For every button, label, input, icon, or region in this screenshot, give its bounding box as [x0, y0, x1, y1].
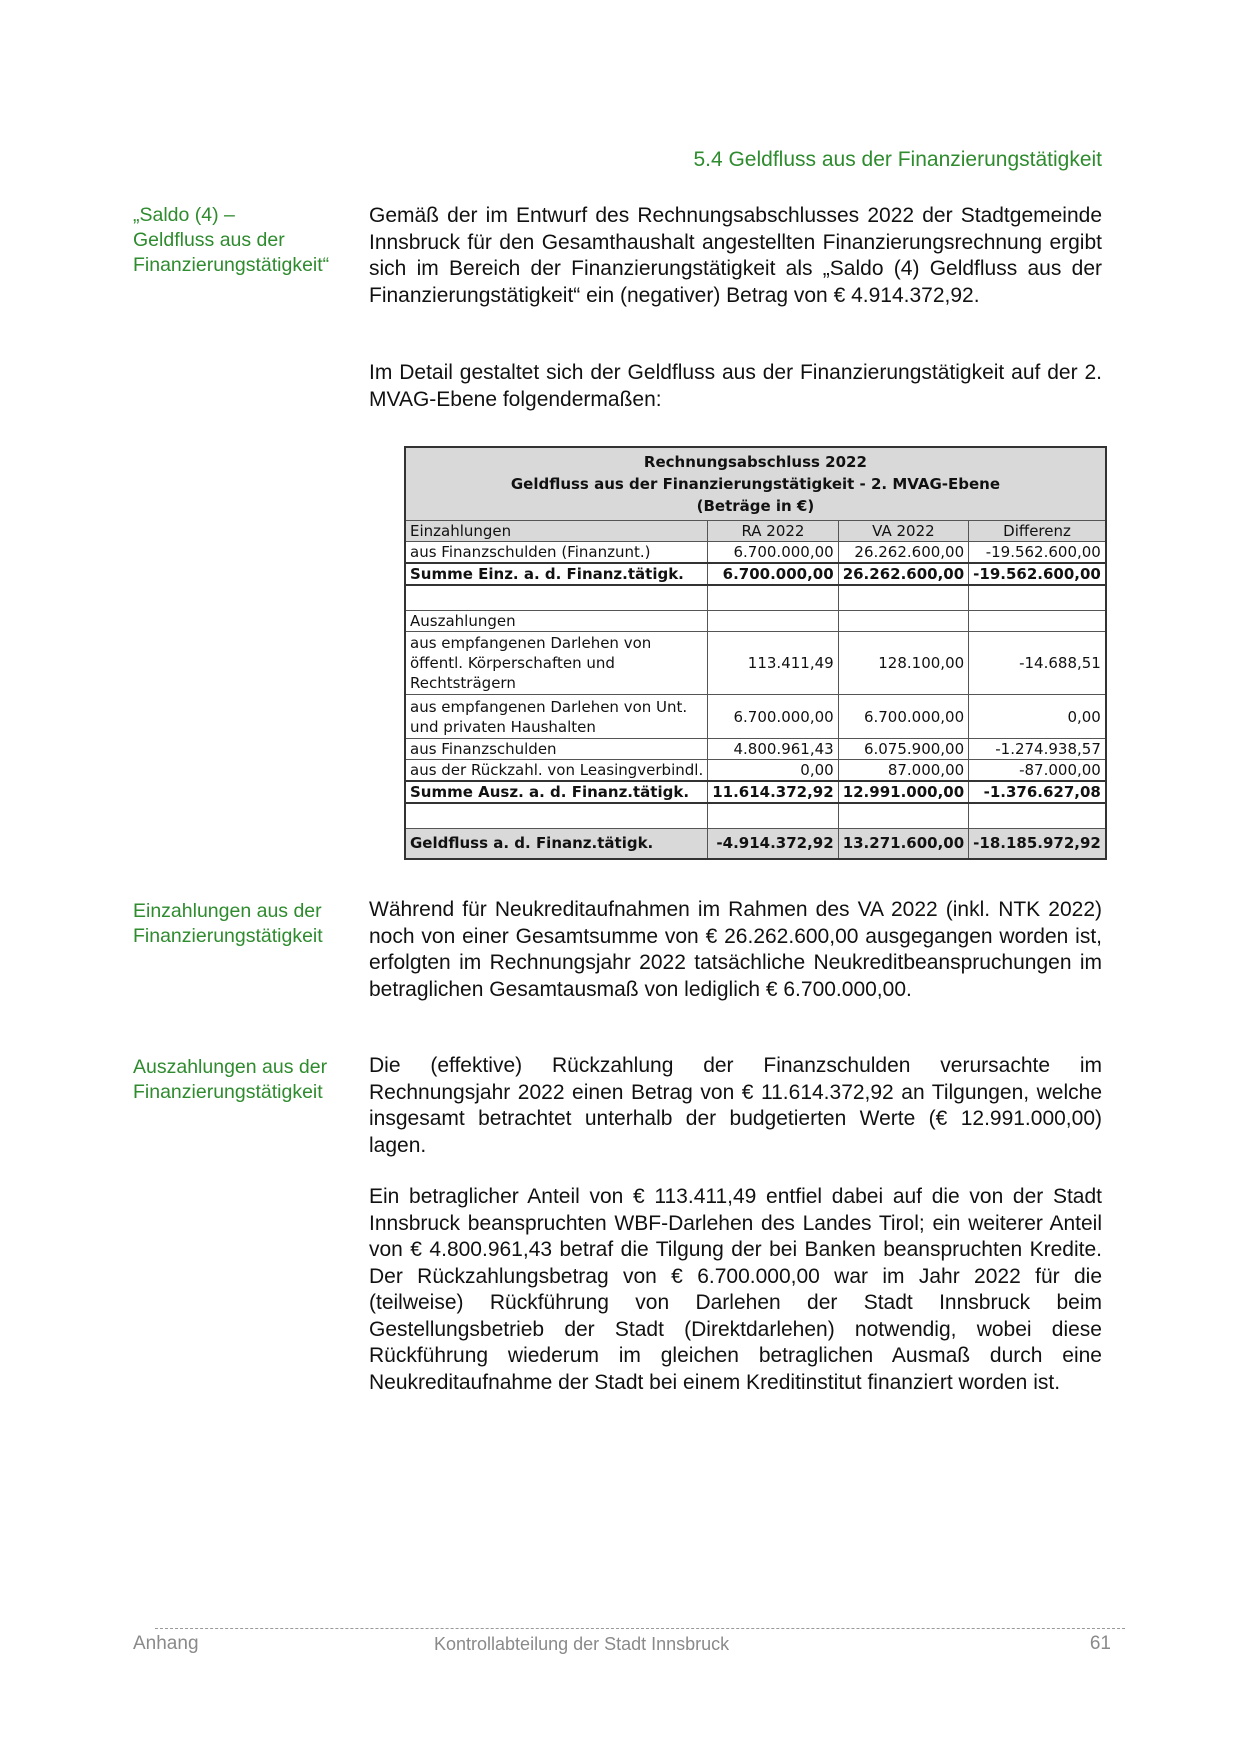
table-column-header-row [405, 521, 1106, 542]
paragraph-saldo: Gemäß der im Entwurf des Rechnungsabschlusses 2022 der Stadtgemeinde Innsbruck für den Gesamthaushalt angestellten Finanzierungsrechnung ergibt sich im Bereich der Finanzierungstätigkeit als „Saldo (4) Geldfluss aus der Finanzierungstätigkeit“ ein (negativer) Betrag von € 4.914.372,92. [369, 204, 1102, 307]
cell-diff: -19.562.600,00 [969, 542, 1106, 564]
cell-va: 128.100,00 [838, 632, 968, 695]
cell-diff: -1.274.938,57 [969, 739, 1106, 760]
side-label-line: Finanzierungstätigkeit“ [133, 254, 330, 276]
table-spacer-row [405, 585, 1106, 611]
table-sum-row [405, 563, 1106, 585]
column-header: Differenz [969, 521, 1106, 542]
cell-va: 87.000,00 [838, 760, 968, 782]
cell-va: 26.262.600,00 [838, 542, 968, 564]
cell-diff: -87.000,00 [969, 760, 1106, 782]
footer-divider [155, 1628, 1125, 1629]
side-label-auszahlungen [133, 1055, 348, 1105]
table-section-row [405, 611, 1106, 632]
side-label-einzahlungen [133, 899, 348, 949]
table-sum-row [405, 781, 1106, 803]
footer-left: Anhang [133, 1633, 199, 1654]
paragraph-detail-intro: Im Detail gestaltet sich der Geldfluss aus der Finanzierungstätigkeit auf der 2. MVAG-Ebene folgendermaßen: [369, 361, 1102, 411]
table-title [405, 447, 1106, 521]
row-label: aus empfangenen Darlehen von öffentl. Körperschaften und Rechtsträgern [405, 632, 708, 695]
side-label-line: Einzahlungen aus der [133, 900, 322, 922]
table-row [405, 542, 1106, 564]
column-header: Einzahlungen [405, 521, 708, 542]
cell-ra: 0,00 [708, 760, 838, 782]
column-header: RA 2022 [708, 521, 838, 542]
side-label-line: Finanzierungstätigkeit [133, 925, 323, 947]
row-label: Summe Ausz. a. d. Finanz.tätigk. [405, 781, 708, 803]
cell-ra: 11.614.372,92 [708, 781, 838, 803]
cell-ra: 6.700.000,00 [708, 542, 838, 564]
row-label: aus empfangenen Darlehen von Unt. und privaten Haushalten [405, 695, 708, 739]
table-title-line: (Beträge in €) [696, 497, 815, 515]
side-label-line: Geldfluss aus der [133, 229, 285, 251]
section-title: 5.4 Geldfluss aus der Finanzierungstätigkeit [693, 148, 1102, 171]
financing-cashflow-table [404, 446, 1107, 860]
cell-va: 6.075.900,00 [838, 739, 968, 760]
cell-ra: 4.800.961,43 [708, 739, 838, 760]
paragraph-auszahlungen-detail: Ein betraglicher Anteil von € 113.411,49 entfiel dabei auf die von der Stadt Innsbruck beanspruchten WBF-Darlehen des Landes Tirol; ein weiterer Anteil von € 4.800.961,43 betraf die Tilgung der bei Banken beanspruchten Kredite. Der Rückzahlungsbetrag von € 6.700.000,00 war im Jahr 2022 für die (teilweise) Rückführung von Darlehen der Stadt Innsbruck beim Gestellungsbetrieb der Stadt (Direktdarlehen) notwendig, wobei diese Rückführung wiederum im gleichen betraglichen Ausmaß durch eine Neukreditaufnahme der Stadt bei einem Kreditinstitut finanziert worden ist. [369, 1185, 1102, 1394]
column-header: VA 2022 [838, 521, 968, 542]
row-label: aus Finanzschulden [405, 739, 708, 760]
table-total-row [405, 829, 1106, 859]
row-label: Auszahlungen [405, 611, 708, 632]
side-label-line: Finanzierungstätigkeit [133, 1081, 323, 1103]
row-label: Summe Einz. a. d. Finanz.tätigk. [405, 563, 708, 585]
cell-diff: -19.562.600,00 [969, 563, 1106, 585]
table-title-line: Geldfluss aus der Finanzierungstätigkeit - 2. MVAG-Ebene [510, 475, 1000, 493]
paragraph-auszahlungen: Die (effektive) Rückzahlung der Finanzschulden verursachte im Rechnungsjahr 2022 einen Betrag von € 11.614.372,92 an Tilgungen, welche insgesamt betrachtet unterhalb der budgetierten Werte (€ 12.991.000,00) lagen. [369, 1054, 1102, 1157]
row-label: aus der Rückzahl. von Leasingverbindl. [405, 760, 708, 782]
row-label: aus Finanzschulden (Finanzunt.) [405, 542, 708, 564]
cell-ra: 6.700.000,00 [708, 563, 838, 585]
table-row [405, 695, 1106, 739]
cell-va: 26.262.600,00 [838, 563, 968, 585]
cell-diff: -14.688,51 [969, 632, 1106, 695]
cell-diff: -1.376.627,08 [969, 781, 1106, 803]
footer-center: Kontrollabteilung der Stadt Innsbruck [434, 1634, 730, 1654]
cell-ra: 6.700.000,00 [708, 695, 838, 739]
table-row [405, 632, 1106, 695]
cell-ra: 113.411,49 [708, 632, 838, 695]
side-label-saldo [133, 203, 348, 278]
row-label: Geldfluss a. d. Finanz.tätigk. [405, 829, 708, 859]
side-label-line: Auszahlungen aus der [133, 1056, 328, 1078]
cell-va: 13.271.600,00 [838, 829, 968, 859]
side-label-line: „Saldo (4) – [133, 204, 235, 226]
table-row [405, 760, 1106, 782]
table-spacer-row [405, 803, 1106, 829]
paragraph-einzahlungen: Während für Neukreditaufnahmen im Rahmen des VA 2022 (inkl. NTK 2022) noch von einer Gesamtsumme von € 26.262.600,00 ausgegangen worden ist, erfolgten im Rechnungsjahr 2022 tatsächliche Neukreditbeanspruchungen im betraglichen Gesamtausmaß von lediglich € 6.700.000,00. [369, 898, 1102, 1001]
cell-va: 6.700.000,00 [838, 695, 968, 739]
cell-va: 12.991.000,00 [838, 781, 968, 803]
cell-diff: 0,00 [969, 695, 1106, 739]
table-row [405, 739, 1106, 760]
table-title-line: Rechnungsabschluss 2022 [643, 453, 867, 471]
page-number: 61 [1089, 1633, 1111, 1654]
cell-diff: -18.185.972,92 [969, 829, 1106, 859]
cell-ra: -4.914.372,92 [708, 829, 838, 859]
